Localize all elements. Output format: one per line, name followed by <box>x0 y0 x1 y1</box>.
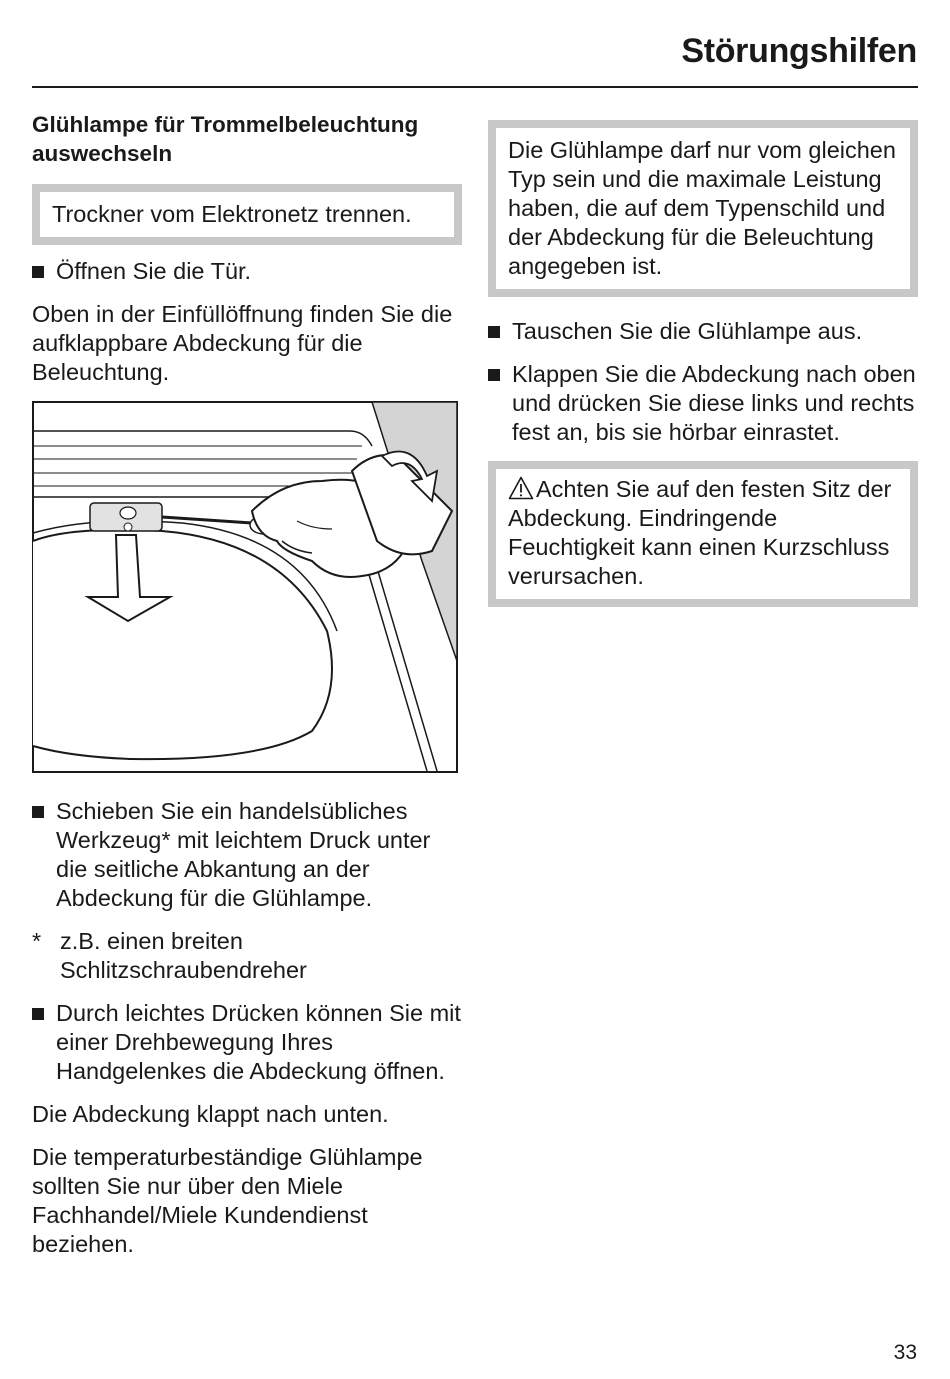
lamp-cover-illustration <box>32 401 458 773</box>
step-text: Tauschen Sie die Glühlampe aus. <box>512 318 863 344</box>
page-number: 33 <box>893 1341 917 1364</box>
step-text: Öffnen Sie die Tür. <box>56 258 252 284</box>
square-bullet-icon <box>488 326 500 338</box>
square-bullet-icon <box>32 806 44 818</box>
warning-box <box>488 461 918 607</box>
lamp-type-info-text: Die Glühlampe darf nur vom gleichen Typ sein und die maximale Leistung haben, die auf dem Typenschild und der Abdeckung für die Beleuchtung angegeben ist. <box>508 137 896 279</box>
square-bullet-icon <box>32 1008 44 1020</box>
page-title: Störungshilfen <box>681 32 917 70</box>
footnote-mark: * <box>32 928 42 954</box>
step-insert-tool <box>32 797 462 913</box>
step-text: Durch leichtes Drücken können Sie mit einer Drehbewegung Ihres Handgelenkes die Abdeckung öffnen. <box>56 1000 461 1084</box>
disconnect-notice-box <box>32 184 462 245</box>
step-open-cover <box>32 999 462 1086</box>
step-text: Klappen Sie die Abdeckung nach oben und drücken Sie diese links und rechts fest an, bis sie hörbar einrastet. <box>512 361 916 445</box>
section-heading: Glühlampe für Trommelbeleuchtung auswechseln <box>32 112 419 166</box>
left-column <box>32 110 462 1273</box>
step-replace-lamp <box>488 317 918 346</box>
header-divider <box>32 86 918 88</box>
footnote-text: z.B. einen breiten Schlitzschraubendreher <box>60 928 307 983</box>
disconnect-notice-text: Trockner vom Elektronetz trennen. <box>52 201 412 227</box>
footnote <box>32 927 462 985</box>
square-bullet-icon <box>488 369 500 381</box>
square-bullet-icon <box>32 266 44 278</box>
lamp-source-paragraph: Die temperaturbeständige Glühlampe sollten Sie nur über den Miele Fachhandel/Miele Kundendienst beziehen. <box>32 1144 423 1257</box>
step-text: Schieben Sie ein handelsübliches Werkzeug* mit leichtem Druck unter die seitliche Abkantung an der Abdeckung für die Glühlampe. <box>56 798 431 911</box>
step-close-cover <box>488 360 918 447</box>
cover-location-paragraph: Oben in der Einfüllöffnung finden Sie die aufklappbare Abdeckung für die Beleuchtung. <box>32 301 453 385</box>
warning-triangle-icon <box>508 476 534 500</box>
right-column <box>488 120 918 607</box>
step-open-door <box>32 257 462 286</box>
cover-drops-paragraph: Die Abdeckung klappt nach unten. <box>32 1101 389 1127</box>
lamp-type-info-box <box>488 120 918 297</box>
warning-text: Achten Sie auf den festen Sitz der Abdeckung. Eindringende Feuchtigkeit kann einen Kurzschluss verursachen. <box>508 476 892 589</box>
